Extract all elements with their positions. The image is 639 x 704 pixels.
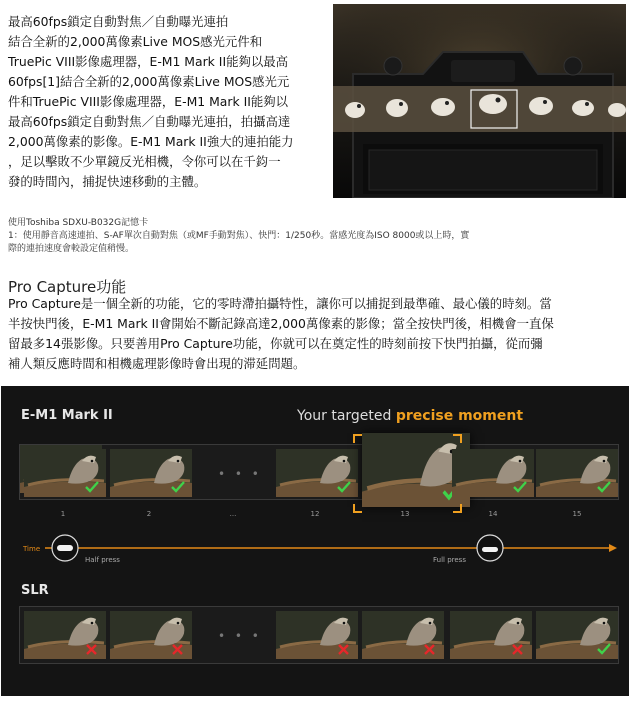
frame-number: 15 xyxy=(572,510,582,518)
em1-frame-1 xyxy=(24,449,106,497)
intro-line: 最高60fps鎖定自動對焦／自動曝光連拍 xyxy=(8,14,229,29)
hero-camera-burst-image xyxy=(333,4,626,198)
targeted-prefix: Your targeted xyxy=(297,408,396,424)
intro-line: 件和TruePic VIII影像處理器，E-M1 Mark II能夠以 xyxy=(8,94,289,109)
half-press-shutter-icon xyxy=(52,535,78,561)
intro-line: 2,000萬像素的影像。E-M1 Mark II強大的連拍能力 xyxy=(8,134,294,149)
target-bracket-tr xyxy=(453,434,462,443)
precise-moment-accent: precise moment xyxy=(395,408,524,424)
footnote xyxy=(8,217,628,256)
pro-capture-diagram xyxy=(1,386,629,696)
em1-frame-strip xyxy=(19,444,619,500)
target-bracket-bl xyxy=(353,504,362,513)
frame-number: 1 xyxy=(60,510,66,518)
target-bracket-br xyxy=(453,504,462,513)
targeted-moment-heading xyxy=(297,408,523,424)
half-press-label: Half press xyxy=(85,556,120,564)
footnote-1-line: 1：使用靜音高速連拍、S-AF單次自動對焦（或MF手動對焦）、快門：1/250秒。當感光度為ISO 8000或以上時，實 xyxy=(8,231,470,241)
slr-frame xyxy=(450,611,532,659)
intro-line: 發的時間內，捕捉快速移動的主體。 xyxy=(8,174,207,189)
bird-frame-image xyxy=(24,611,106,659)
bird-frame-image xyxy=(24,449,106,497)
memory-card-note: 使用Toshiba SDXU-B032G記憶卡 xyxy=(8,218,149,228)
em1-frame-15 xyxy=(536,449,618,497)
frame-number: 14 xyxy=(488,510,498,518)
em1-mark-ii-label: E-M1 Mark II xyxy=(21,408,113,423)
target-bracket-tl xyxy=(353,434,362,443)
bird-frame-image xyxy=(276,611,358,659)
intro-line: ，足以擊敗不少單鏡反光相機，令你可以在千鈞一 xyxy=(8,154,281,169)
time-axis-label: Time xyxy=(23,545,41,553)
bird-frame-image xyxy=(362,611,444,659)
frame-number: ... xyxy=(229,510,237,518)
frame-number: 12 xyxy=(310,510,320,518)
intro-line: TruePic VIII影像處理器，E-M1 Mark II能夠以最高 xyxy=(8,54,289,69)
pro-capture-line: Pro Capture是一個全新的功能，它的零時滯拍攝特性，讓你可以捕捉到最準確、最心儀的時刻。當 xyxy=(8,296,552,311)
bird-frame-image xyxy=(536,611,618,659)
bird-frame-image xyxy=(110,449,192,497)
pro-capture-title: Pro Capture功能 xyxy=(8,278,127,296)
bird-frame-image xyxy=(450,611,532,659)
slr-frame xyxy=(24,611,106,659)
em1-frame-14 xyxy=(452,449,534,497)
frame-number: 2 xyxy=(146,510,152,518)
slr-frame xyxy=(536,611,618,659)
camera-photo-illustration xyxy=(333,4,626,198)
em1-frame-12 xyxy=(276,449,358,497)
pro-capture-line: 半按快門後，E-M1 Mark II會開始不斷記錄高達2,000萬像素的影像；當全按快門後，相機會一直保 xyxy=(8,316,554,331)
frame-number: 13 xyxy=(400,510,410,518)
bird-frame-image xyxy=(452,449,534,497)
full-press-shutter-icon xyxy=(477,535,503,561)
ellipsis-dots: • • • xyxy=(218,467,262,481)
bird-frame-image xyxy=(536,449,618,497)
slr-frame xyxy=(110,611,192,659)
bird-frame-image xyxy=(276,449,358,497)
em1-frame-2 xyxy=(110,449,192,497)
full-press-label: Full press xyxy=(433,556,466,564)
slr-frame xyxy=(362,611,444,659)
slr-frame-strip xyxy=(19,606,619,664)
slr-label: SLR xyxy=(21,583,49,598)
intro-paragraph xyxy=(8,12,328,192)
burst-strip xyxy=(333,86,626,132)
bird-frame-image xyxy=(110,611,192,659)
slr-frame xyxy=(276,611,358,659)
pro-capture-paragraph xyxy=(8,294,628,374)
intro-line: 60fps[1]結合全新的2,000萬像素Live MOS感光元 xyxy=(8,74,290,89)
intro-line: 最高60fps鎖定自動對焦／自動曝光連拍，拍攝高達 xyxy=(8,114,291,129)
pro-capture-line: 留最多14張影像。只要善用Pro Capture功能，你就可以在奠定性的時刻前按下快門拍攝，從而彌 xyxy=(8,336,543,351)
pro-capture-line: 補人類反應時間和相機處理影像時會出現的滞延問題。 xyxy=(8,356,306,371)
footnote-1-line: 際的連拍速度會較設定值稍慢。 xyxy=(8,244,135,254)
intro-line: 結合全新的2,000萬像素Live MOS感光元件和 xyxy=(8,34,263,49)
ellipsis-dots: • • • xyxy=(218,629,262,643)
